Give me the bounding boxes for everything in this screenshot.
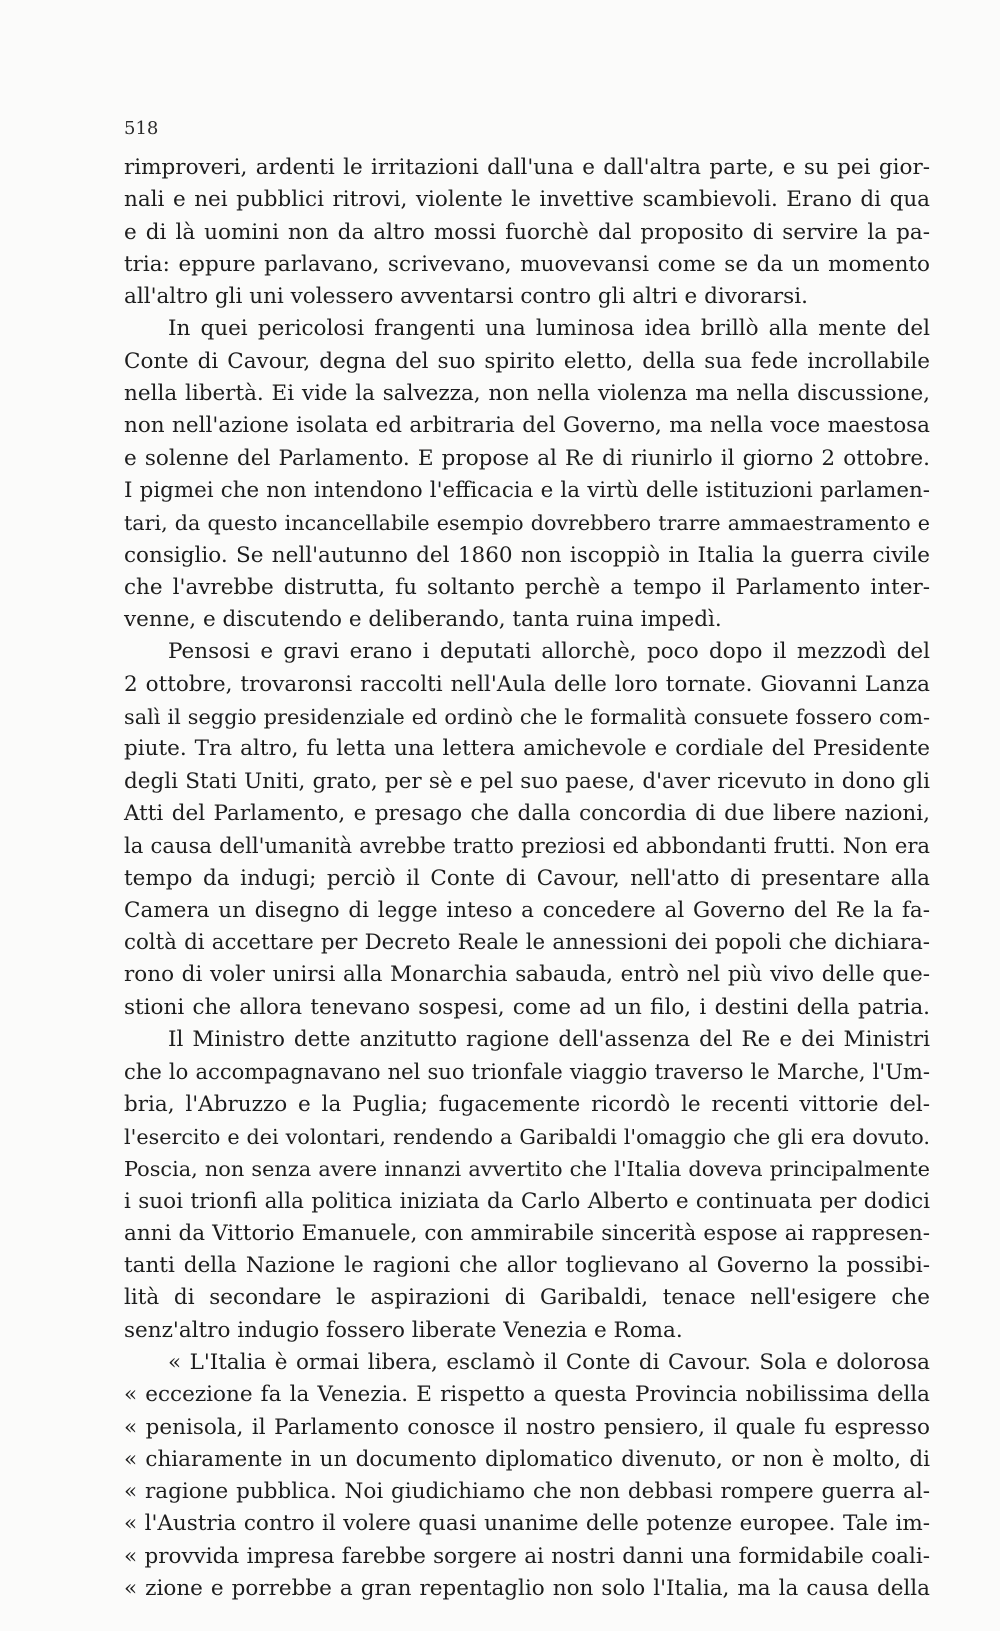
text-line: stioni che allora tenevano sospesi, come ad un filo, i destini della patria. (124, 994, 930, 1020)
text-line: l'esercito e dei volontari, rendendo a Garibaldi l'omaggio che gli era dovuto. (124, 1124, 930, 1149)
text-line: consiglio. Se nell'autunno del 1860 non iscoppiò in Italia la guerra civile (124, 542, 930, 568)
text-line: « chiaramente in un documento diplomatico divenuto, or non è molto, di (124, 1446, 930, 1472)
text-line: degli Stati Uniti, grato, per sè e pel suo paese, d'aver ricevuto in dono gli (124, 768, 930, 794)
text-line: « provvida impresa farebbe sorgere ai nostri danni una formidabile coali- (124, 1543, 930, 1569)
text-line: piute. Tra altro, fu letta una lettera amichevole e cordiale del Presidente (124, 736, 930, 762)
text-line: Camera un disegno di legge inteso a concedere al Governo del Re la fa- (124, 897, 930, 923)
text-line: nali e nei pubblici ritrovi, violente le invettive scambievoli. Erano di qua (124, 187, 930, 213)
text-line: venne, e discutendo e deliberando, tanta ruina impedì. (124, 607, 722, 633)
text-line: rono di voler unirsi alla Monarchia sabauda, entrò nel più vivo delle que- (124, 962, 930, 988)
text-line: rimproveri, ardenti le irritazioni dall'una e dall'altra parte, e su pei gior- (124, 155, 930, 180)
text-line: che l'avrebbe distrutta, fu soltanto perchè a tempo il Parlamento inter- (124, 574, 930, 600)
page-number: 518 (124, 118, 159, 139)
text-line: In quei pericolosi frangenti una luminosa idea brillò alla mente del (168, 316, 930, 342)
text-line: che lo accompagnavano nel suo trionfale viaggio traverso le Marche, l'Um- (124, 1059, 930, 1085)
text-line: bria, l'Abruzzo e la Puglia; fugacemente ricordò le recenti vittorie del- (124, 1091, 930, 1117)
text-line: coltà di accettare per Decreto Reale le annessioni dei popoli che dichiara- (124, 930, 930, 956)
text-line: 2 ottobre, trovaronsi raccolti nell'Aula delle loro tornate. Giovanni Lanza (124, 671, 930, 697)
text-line: « eccezione fa la Venezia. E rispetto a questa Provincia nobilissima della (124, 1382, 930, 1408)
text-line: Conte di Cavour, degna del suo spirito eletto, della sua fede incrollabile (124, 348, 930, 374)
text-line: « l'Austria contro il volere quasi unanime delle potenze europee. Tale im- (124, 1511, 930, 1537)
text-line: i suoi trionfi alla politica iniziata da Carlo Alberto e continuata per dodici (124, 1188, 930, 1214)
text-line: « penisola, il Parlamento conosce il nostro pensiero, il quale fu espresso (124, 1414, 930, 1440)
text-line: senz'altro indugio fossero liberate Venezia e Roma. (124, 1317, 683, 1343)
text-line: « ragione pubblica. Noi giudichiamo che non debbasi rompere guerra al- (124, 1479, 930, 1505)
text-line: lità di secondare le aspirazioni di Garibaldi, tenace nell'esigere che (124, 1285, 930, 1311)
text-line: Pensosi e gravi erano i deputati allorchè, poco dopo il mezzodì del (168, 639, 930, 665)
text-line: la causa dell'umanità avrebbe tratto preziosi ed abbondanti frutti. Non era (124, 833, 930, 859)
text-line: I pigmei che non intendono l'efficacia e la virtù delle istituzioni parlamen- (124, 477, 930, 503)
text-line: tria: eppure parlavano, scrivevano, muovevansi come se da un momento (124, 251, 930, 277)
text-line: all'altro gli uni volessero avventarsi contro gli altri e divorarsi. (124, 284, 808, 310)
text-line: e di là uomini non da altro mossi fuorchè dal proposito di servire la pa- (124, 219, 930, 245)
text-line: e solenne del Parlamento. E propose al Re di riunirlo il giorno 2 ottobre. (124, 445, 930, 471)
text-line: « L'Italia è ormai libera, esclamò il Conte di Cavour. Sola e dolorosa (168, 1349, 930, 1375)
text-line: anni da Vittorio Emanuele, con ammirabile sincerità espose ai rappresen- (124, 1220, 930, 1246)
text-line: tempo da indugi; perciò il Conte di Cavour, nell'atto di presentare alla (124, 865, 930, 891)
text-line: Atti del Parlamento, e presago che dalla concordia di due libere nazioni, (124, 800, 930, 826)
text-line: salì il seggio presidenziale ed ordinò che le formalità consuete fossero com- (124, 705, 930, 730)
body-text (124, 152, 930, 1605)
text-line: non nell'azione isolata ed arbitraria del Governo, ma nella voce maestosa (124, 413, 930, 439)
text-line: « zione e porrebbe a gran repentaglio non solo l'Italia, ma la causa della (124, 1576, 930, 1602)
text-line: Il Ministro dette anzitutto ragione dell'assenza del Re e dei Ministri (168, 1027, 930, 1053)
text-line: nella libertà. Ei vide la salvezza, non nella violenza ma nella discussione, (124, 381, 930, 407)
text-line: Poscia, non senza avere innanzi avvertito che l'Italia doveva principalmente (124, 1157, 930, 1182)
text-line: tanti della Nazione le ragioni che allor toglievano al Governo la possibi- (124, 1253, 930, 1279)
text-line: tari, da questo incancellabile esempio dovrebbero trarre ammaestramento e (124, 511, 930, 536)
